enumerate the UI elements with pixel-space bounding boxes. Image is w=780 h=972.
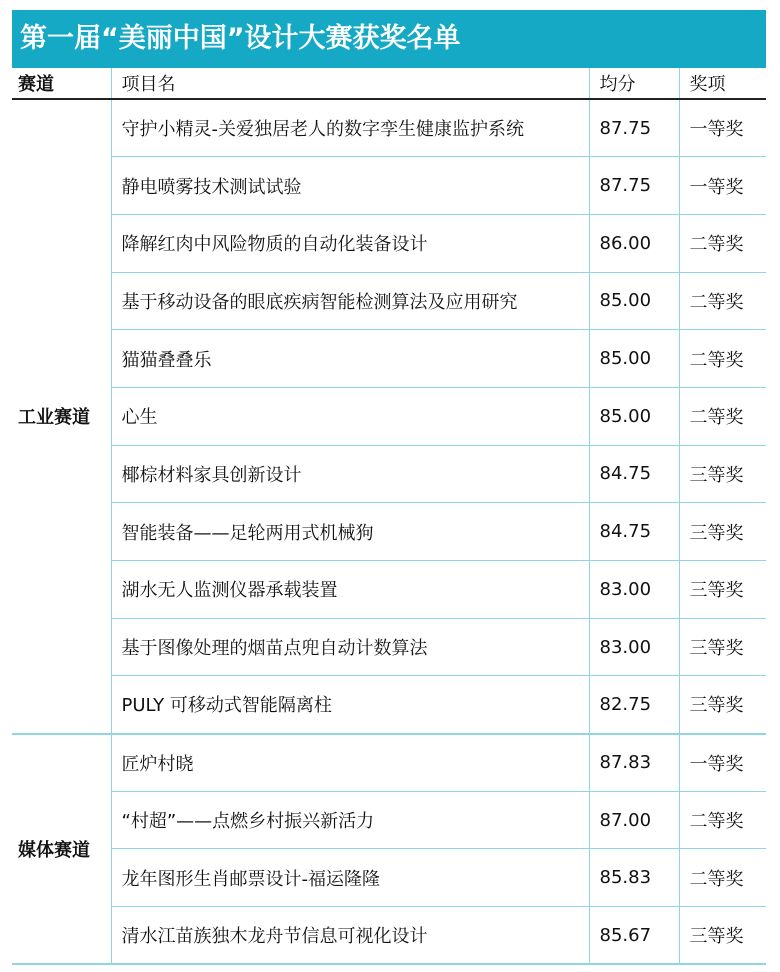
score-value: 87.75 bbox=[589, 99, 679, 157]
table-row bbox=[12, 387, 766, 445]
header-track: 赛道 bbox=[12, 68, 111, 99]
score-value: 82.75 bbox=[589, 676, 679, 734]
award-label: 二等奖 bbox=[679, 387, 766, 445]
table-row bbox=[12, 157, 766, 215]
project-name: 猫猫叠叠乐 bbox=[111, 330, 589, 388]
award-label: 一等奖 bbox=[679, 157, 766, 215]
table-row bbox=[12, 561, 766, 619]
project-name: 降解红肉中风险物质的自动化装备设计 bbox=[111, 214, 589, 272]
award-label: 二等奖 bbox=[679, 214, 766, 272]
score-value: 85.00 bbox=[589, 330, 679, 388]
project-name: 心生 bbox=[111, 387, 589, 445]
table-row bbox=[12, 214, 766, 272]
table-row bbox=[12, 849, 766, 907]
score-value: 83.00 bbox=[589, 618, 679, 676]
score-value: 87.83 bbox=[589, 734, 679, 792]
track-cell: 媒体赛道 bbox=[12, 734, 111, 965]
score-value: 83.00 bbox=[589, 561, 679, 619]
score-value: 85.67 bbox=[589, 907, 679, 965]
table-row bbox=[12, 503, 766, 561]
header-score: 均分 bbox=[589, 68, 679, 99]
project-name: 龙年图形生肖邮票设计-福运隆隆 bbox=[111, 849, 589, 907]
table-row bbox=[12, 791, 766, 849]
award-label: 三等奖 bbox=[679, 676, 766, 734]
table-row bbox=[12, 618, 766, 676]
award-label: 三等奖 bbox=[679, 445, 766, 503]
header-project: 项目名 bbox=[111, 68, 589, 99]
project-name: PULY 可移动式智能隔离柱 bbox=[111, 676, 589, 734]
award-label: 三等奖 bbox=[679, 561, 766, 619]
project-name: 椰棕材料家具创新设计 bbox=[111, 445, 589, 503]
award-label: 二等奖 bbox=[679, 330, 766, 388]
table-row bbox=[12, 445, 766, 503]
project-name: 智能装备——足轮两用式机械狗 bbox=[111, 503, 589, 561]
score-value: 84.75 bbox=[589, 503, 679, 561]
table-row bbox=[12, 272, 766, 330]
award-label: 二等奖 bbox=[679, 791, 766, 849]
table-row bbox=[12, 734, 766, 792]
track-cell: 工业赛道 bbox=[12, 99, 111, 734]
project-name: 静电喷雾技术测试试验 bbox=[111, 157, 589, 215]
award-label: 一等奖 bbox=[679, 99, 766, 157]
score-value: 85.00 bbox=[589, 387, 679, 445]
header-award: 奖项 bbox=[679, 68, 766, 99]
table-row bbox=[12, 907, 766, 965]
table-row bbox=[12, 676, 766, 734]
score-value: 85.83 bbox=[589, 849, 679, 907]
score-value: 84.75 bbox=[589, 445, 679, 503]
header-row bbox=[12, 68, 766, 99]
project-name: 清水江苗族独木龙舟节信息可视化设计 bbox=[111, 907, 589, 965]
project-name: 基于图像处理的烟苗点兜自动计数算法 bbox=[111, 618, 589, 676]
project-name: “村超”——点燃乡村振兴新活力 bbox=[111, 791, 589, 849]
table-row bbox=[12, 330, 766, 388]
score-value: 87.00 bbox=[589, 791, 679, 849]
table-body bbox=[12, 99, 766, 964]
award-table bbox=[12, 68, 766, 965]
award-label: 二等奖 bbox=[679, 272, 766, 330]
table-row bbox=[12, 99, 766, 157]
score-value: 85.00 bbox=[589, 272, 679, 330]
score-value: 87.75 bbox=[589, 157, 679, 215]
project-name: 基于移动设备的眼底疾病智能检测算法及应用研究 bbox=[111, 272, 589, 330]
project-name: 湖水无人监测仪器承载装置 bbox=[111, 561, 589, 619]
project-name: 匠炉村晓 bbox=[111, 734, 589, 792]
score-value: 86.00 bbox=[589, 214, 679, 272]
award-label: 三等奖 bbox=[679, 907, 766, 965]
page-title: 第一届“美丽中国”设计大赛获奖名单 bbox=[12, 10, 766, 68]
project-name: 守护小精灵-关爱独居老人的数字孪生健康监护系统 bbox=[111, 99, 589, 157]
award-label: 二等奖 bbox=[679, 849, 766, 907]
award-label: 三等奖 bbox=[679, 618, 766, 676]
award-label: 三等奖 bbox=[679, 503, 766, 561]
award-label: 一等奖 bbox=[679, 734, 766, 792]
